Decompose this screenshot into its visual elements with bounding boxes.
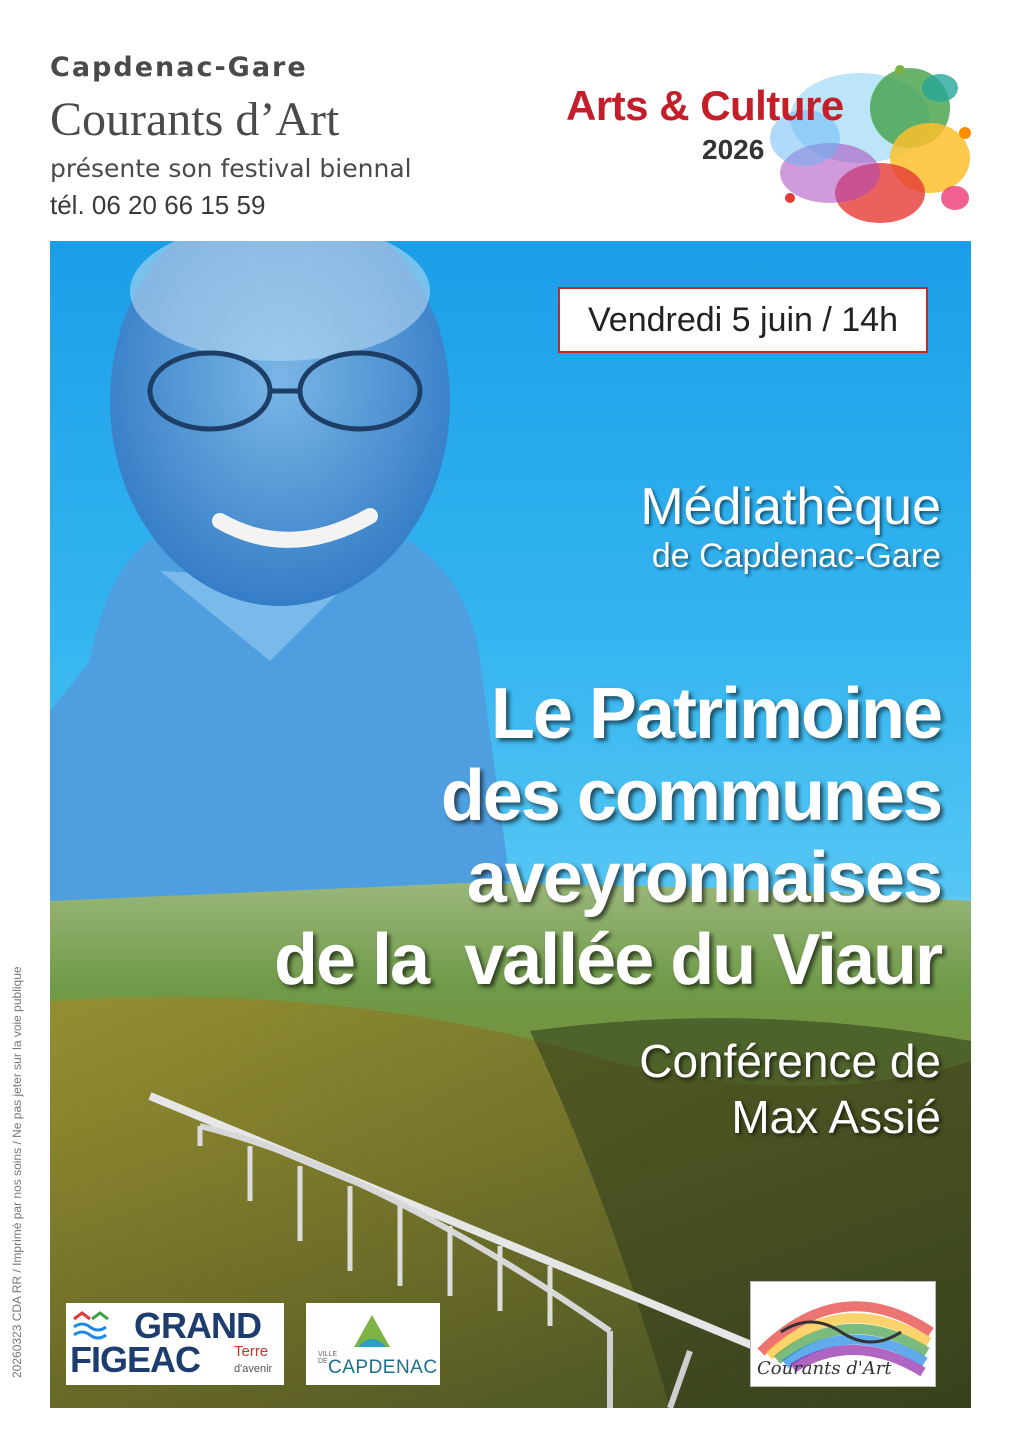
courants-art-label: Courants d'Art xyxy=(757,1358,892,1379)
venue-name: Médiathèque xyxy=(640,478,941,536)
capdenac-logo xyxy=(306,1303,440,1385)
capdenac-name: CAPDENAC xyxy=(328,1357,438,1378)
venue-location: de Capdenac-Gare xyxy=(651,537,941,575)
festival-logo xyxy=(560,48,980,238)
phone-number: tél. 06 20 66 15 59 xyxy=(50,190,266,220)
grand-figeac-logo xyxy=(66,1303,284,1385)
speaker-intro: Conférence de xyxy=(639,1035,941,1087)
festival-year: 2026 xyxy=(702,134,765,165)
grand-figeac-slogan: Terre xyxy=(234,1343,269,1360)
title-line: Le Patrimoine xyxy=(490,674,941,754)
grand-figeac-line2: FIGEAC xyxy=(70,1339,201,1380)
venue xyxy=(640,479,941,577)
title-line: de la vallée du Viaur xyxy=(274,920,941,1000)
tagline: présente son festival biennal xyxy=(50,154,412,183)
grand-figeac-slogan2: d'avenir xyxy=(234,1363,273,1375)
city-name: Capdenac-Gare xyxy=(50,52,308,83)
grand-figeac-line1: GRAND xyxy=(134,1305,261,1346)
capdenac-emblem-icon xyxy=(350,1311,394,1351)
courants-art-logo xyxy=(750,1281,936,1387)
title-line: aveyronnaises xyxy=(466,838,941,918)
festival-title: Arts & Culture xyxy=(566,82,844,129)
organization-name: Courants d’Art xyxy=(50,93,340,146)
title-line: des communes xyxy=(440,756,941,836)
event-date: Vendredi 5 juin / 14h xyxy=(558,287,928,353)
wave-icon xyxy=(72,1311,132,1341)
event-visual xyxy=(50,241,971,1408)
capdenac-small-label: VILLE DE xyxy=(318,1351,338,1365)
print-notice: 20260323 CDA RR / Imprimé par nos soins / Ne pas jeter sur la voie publique xyxy=(10,966,24,1378)
speaker xyxy=(639,1033,941,1145)
event-title xyxy=(274,673,941,1001)
paint-splash-icon xyxy=(560,48,980,238)
speaker-name: Max Assié xyxy=(731,1091,941,1143)
